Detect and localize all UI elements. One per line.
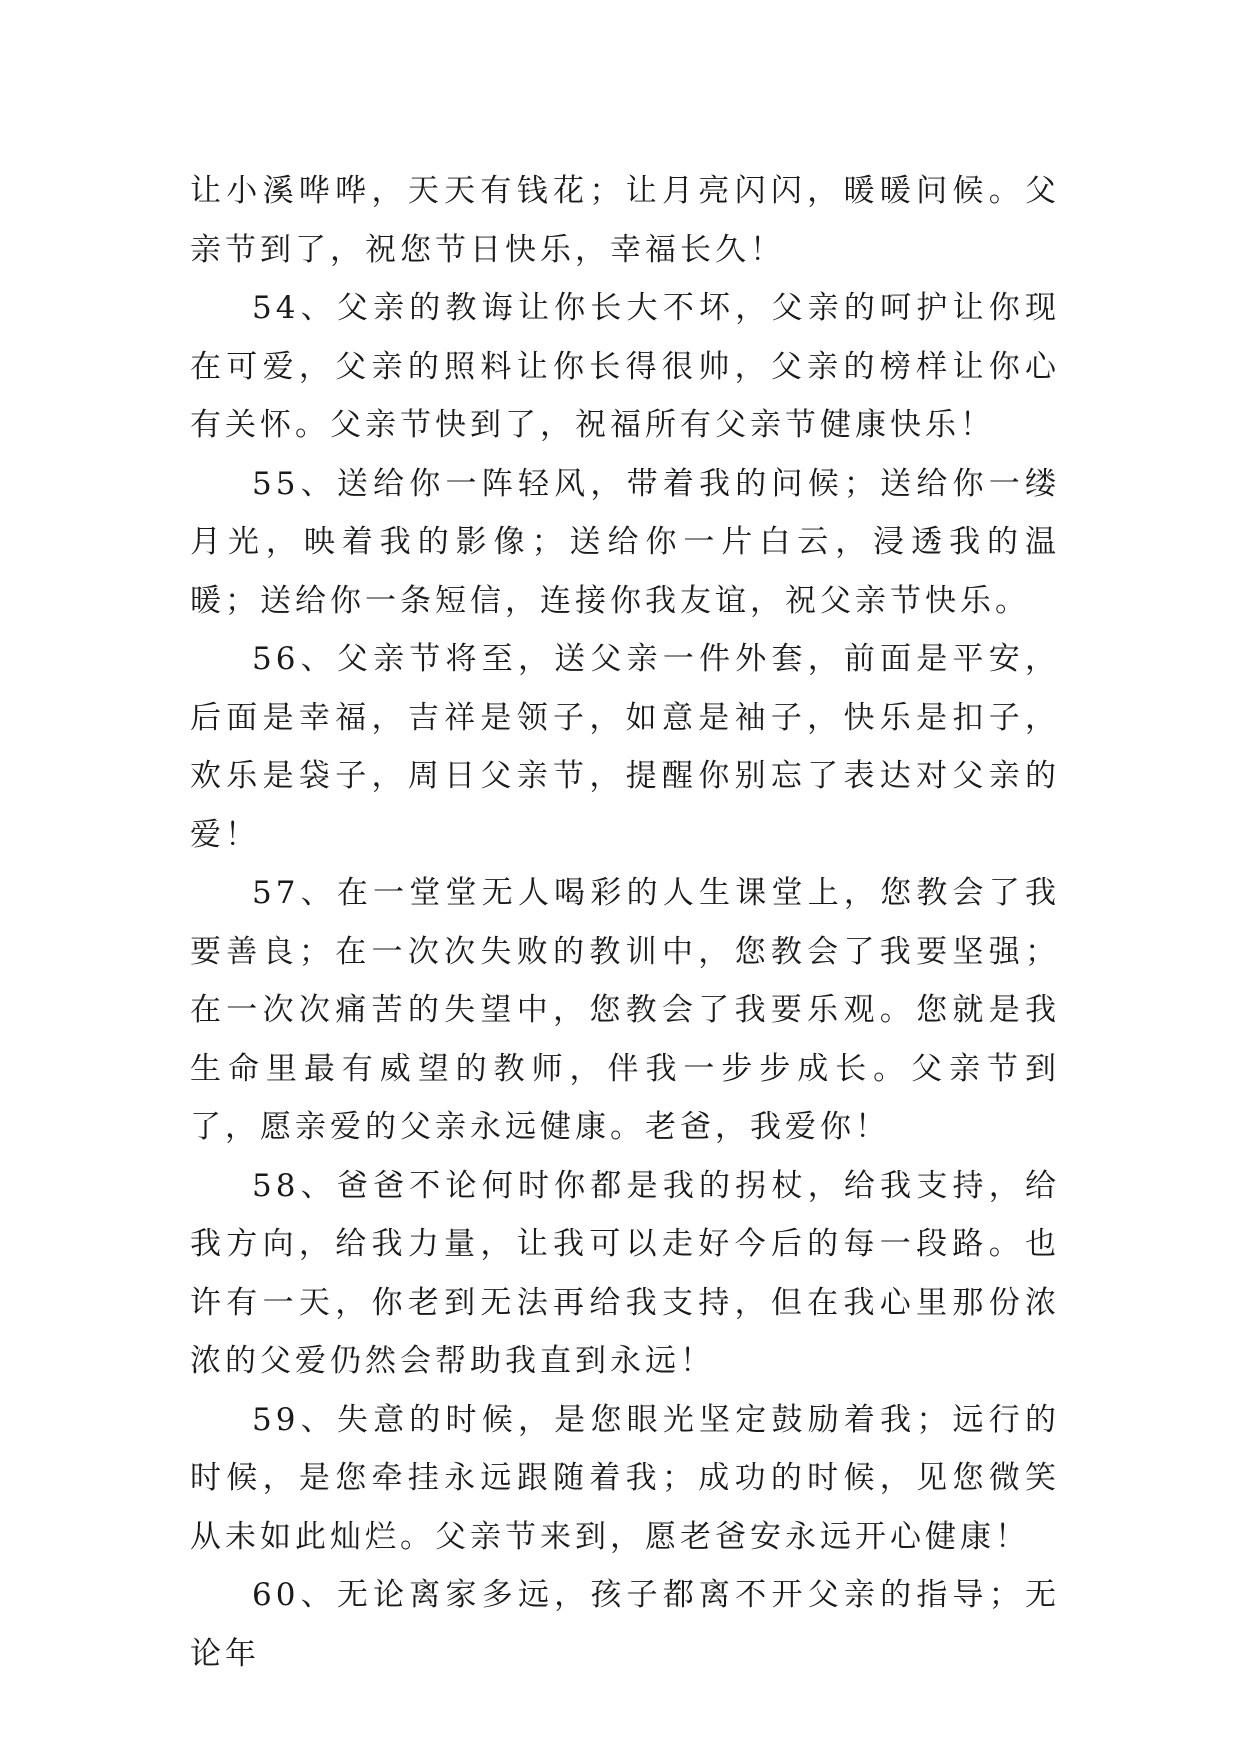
paragraph-59: 59、失意的时候，是您眼光坚定鼓励着我；远行的时候，是您牵挂永远跟随着我；成功的时候，见您微笑从未如此灿烂。父亲节来到，愿老爸安永远开心健康！ <box>190 1401 1060 1555</box>
paragraph-54: 54、父亲的教诲让你长大不坏，父亲的呵护让你现在可爱，父亲的照料让你长得很帅，父亲的榜样让你心有关怀。父亲节快到了，祝福所有父亲节健康快乐！ <box>190 290 1060 443</box>
paragraph-58: 58、爸爸不论何时你都是我的拐杖，给我支持，给我方向，给我力量，让我可以走好今后的每一段路。也许有一天，你老到无法再给我支持，但在我心里那份浓浓的父爱仍然会帮助我直到永远！ <box>190 1167 1060 1379</box>
paragraph-60: 60、无论离家多远，孩子都离不开父亲的指导；无论年 <box>190 1577 1060 1672</box>
paragraph-continuation: 让小溪哗哗，天天有钱花；让月亮闪闪，暖暖问候。父亲节到了，祝您节日快乐，幸福长久！ <box>190 173 1060 268</box>
document-body <box>190 162 1060 1683</box>
paragraph-56: 56、父亲节将至，送父亲一件外套，前面是平安，后面是幸福，吉祥是领子，如意是袖子，快乐是扣子，欢乐是袋子，周日父亲节，提醒你别忘了表达对父亲的爱！ <box>190 641 1060 853</box>
paragraph-57: 57、在一堂堂无人喝彩的人生课堂上，您教会了我要善良；在一次次失败的教训中，您教会了我要坚强；在一次次痛苦的失望中，您教会了我要乐观。您就是我生命里最有威望的教师，伴我一步步成长。父亲节到了，愿亲爱的父亲永远健康。老爸，我爱你！ <box>190 875 1060 1145</box>
paragraph-55: 55、送给你一阵轻风，带着我的问候；送给你一缕月光，映着我的影像；送给你一片白云，浸透我的温暖；送给你一条短信，连接你我友谊，祝父亲节快乐。 <box>190 465 1060 619</box>
